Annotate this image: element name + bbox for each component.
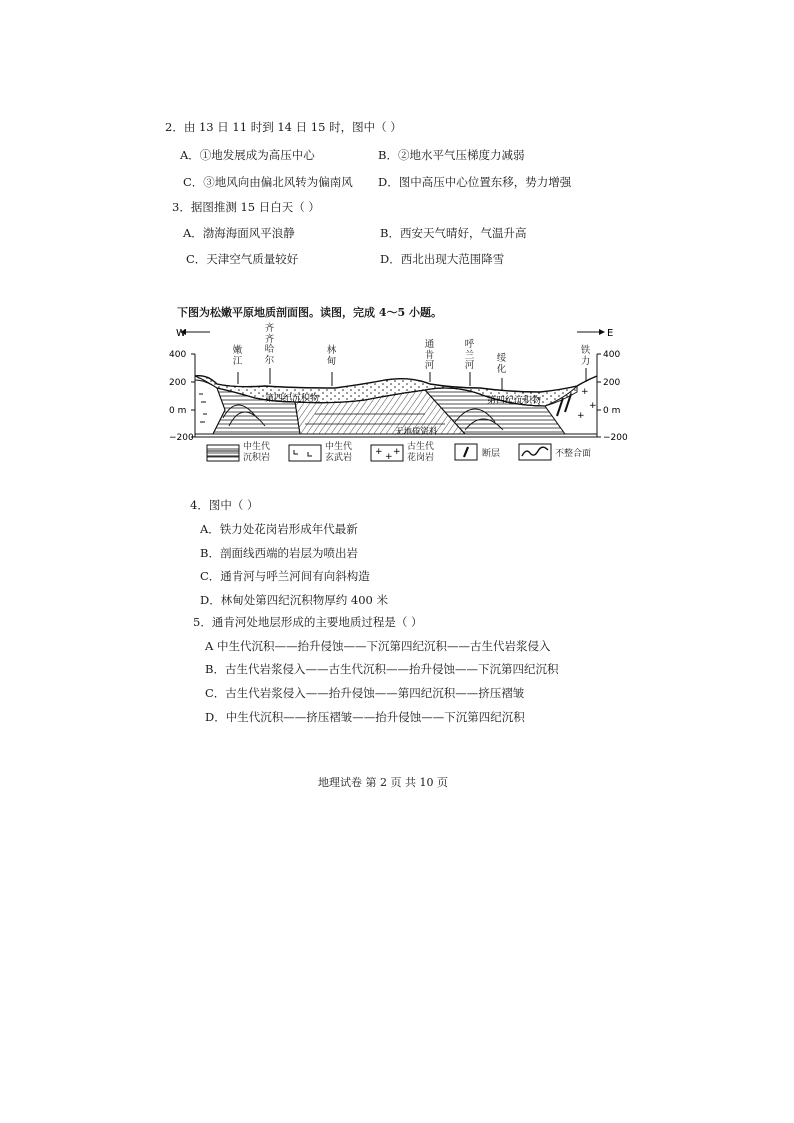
quaternary-label-left: 第四纪沉积物 (265, 394, 320, 404)
legend-unconformity-l1: 不整合面 (555, 448, 592, 459)
figure-legend (206, 440, 606, 468)
y-right-200: 200 (603, 378, 621, 388)
place-tongken: 通肯河 (424, 339, 435, 371)
page-footer: 地理试卷 第 2 页 共 10 页 (318, 776, 448, 789)
legend-granite-l1: 古生代 (407, 442, 435, 452)
legend-fault-l1: 断层 (482, 448, 501, 459)
q2-stem: 2．由 13 日 11 时到 14 日 15 时，图中（ ） (165, 120, 402, 134)
east-arrow-icon (599, 329, 605, 335)
y-right-neg200: −200 (603, 433, 628, 443)
legend-swatch-granite (370, 443, 404, 463)
q3-option-b: B．西安天气晴好，气温升高 (380, 226, 527, 240)
q2-option-a: A．①地发展成为高压中心 (180, 148, 315, 162)
granite-mark-2: + (589, 401, 597, 411)
q5-stem: 5．通肯河处地层形成的主要地质过程是（ ） (193, 615, 423, 629)
q5-option-b: B．古生代岩浆侵入——古生代沉积——抬升侵蚀——下沉第四纪沉积 (205, 662, 559, 676)
y-left-200: 200 (169, 378, 187, 388)
place-nenjiang: 嫩江 (232, 345, 243, 367)
place-hulan: 呼兰河 (464, 339, 475, 371)
legend-swatch-sediment (206, 443, 240, 463)
legend-item-unconformity (518, 442, 591, 462)
q4-option-c: C．通肯河与呼兰河间有向斜构造 (200, 569, 370, 583)
place-tieli: 铁力 (580, 345, 591, 367)
legend-basalt-l1: 中生代 (325, 442, 353, 452)
svg-text:+: + (375, 447, 383, 457)
granite-mark-1: + (581, 387, 589, 397)
q4-stem: 4．图中（ ） (190, 498, 259, 512)
q4-option-d: D．林甸处第四纪沉积物厚约 400 米 (200, 593, 388, 607)
q4-option-a: A．铁力处花岗岩形成年代最新 (200, 522, 358, 536)
place-suihua: 绥化 (496, 353, 507, 375)
y-right-0: 0 m (603, 406, 621, 416)
legend-swatch-fault (454, 442, 478, 462)
legend-basalt-l2: 玄武岩 (325, 453, 353, 463)
place-qiqihar: 齐齐哈尔 (264, 323, 275, 366)
legend-sediment-l1: 中生代 (243, 442, 271, 452)
legend-item-fault (454, 442, 500, 462)
legend-item-sediment (206, 442, 270, 464)
quaternary-label-right: 第四纪沉积物 (487, 396, 542, 406)
west-label: W (176, 328, 186, 339)
y-left-neg200: −200 (169, 433, 194, 443)
q5-option-d: D．中生代沉积——挤压褶皱——抬升侵蚀——下沉第四纪沉积 (205, 710, 525, 724)
y-right-400: 400 (603, 350, 621, 360)
svg-text:+: + (385, 452, 393, 462)
legend-granite-l2: 花岗岩 (407, 453, 435, 463)
legend-swatch-basalt (288, 443, 322, 463)
q2-option-c: C．③地风向由偏北风转为偏南风 (183, 175, 353, 189)
legend-item-granite (370, 442, 434, 464)
legend-item-basalt (288, 442, 352, 464)
q5-option-a: A 中生代沉积——抬升侵蚀——下沉第四纪沉积——古生代岩浆侵入 (205, 639, 551, 653)
q3-option-c: C．天津空气质量较好 (186, 252, 299, 266)
legend-sediment-l2: 沉积岩 (243, 453, 271, 463)
q2-option-d: D．图中高压中心位置东移，势力增强 (378, 175, 572, 189)
granite-mark-3: + (577, 411, 585, 421)
q3-stem: 3．据图推测 15 日白天（ ） (172, 200, 320, 214)
q2-option-b: B．②地水平气压梯度力减弱 (378, 148, 525, 162)
q3-option-a: A．渤海海面风平浪静 (183, 226, 295, 240)
place-lindian: 林甸 (326, 345, 337, 367)
q4-option-b: B．剖面线西端的岩层为喷出岩 (200, 546, 358, 560)
y-left-0: 0 m (169, 406, 187, 416)
east-label: E (607, 328, 614, 339)
q3-option-d: D．西北出现大范围降雪 (380, 252, 505, 266)
figure-intro: 下图为松嫩平原地质剖面图。读图，完成 4～5 小题。 (177, 306, 442, 319)
q5-option-c: C．古生代岩浆侵入——抬升侵蚀——第四纪沉积——挤压褶皱 (205, 686, 525, 700)
y-left-400: 400 (169, 350, 187, 360)
svg-text:+: + (393, 447, 401, 457)
legend-swatch-unconformity (518, 442, 552, 462)
no-data-label: 无地质资料 (395, 427, 438, 437)
